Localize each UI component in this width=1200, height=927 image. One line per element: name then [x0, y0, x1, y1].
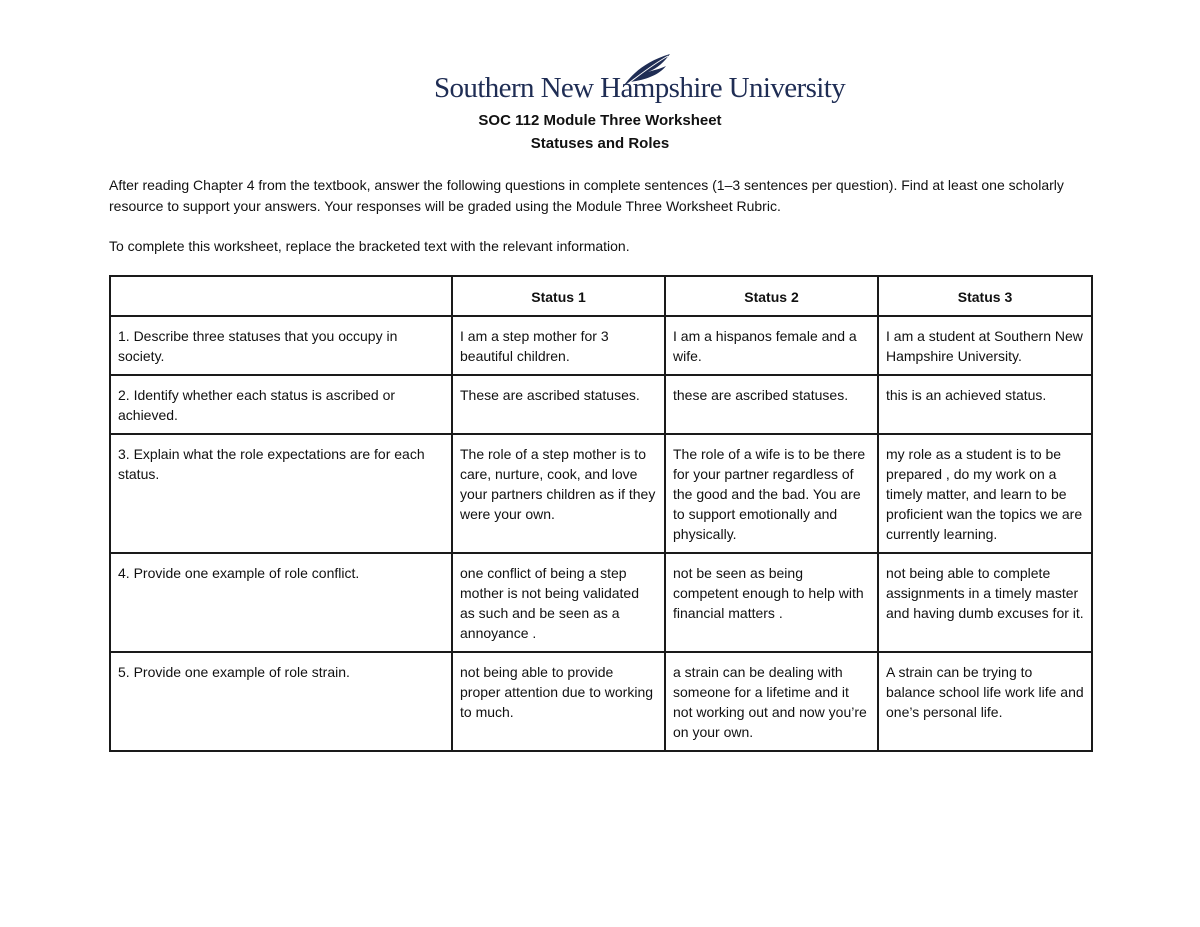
answer-cell[interactable]: these are ascribed statuses. — [665, 375, 878, 434]
answer-cell[interactable]: The role of a wife is to be there for your partner regardless of the good and the bad. You are to support emotionally and physically. — [665, 434, 878, 553]
answer-cell[interactable]: I am a step mother for 3 beautiful children. — [452, 316, 665, 375]
table-row — [110, 434, 1092, 553]
answer-cell[interactable]: one conflict of being a step mother is not being validated as such and be seen as a annoyance . — [452, 553, 665, 652]
page-subtitle: Statuses and Roles — [530, 135, 670, 152]
table-header-row — [110, 276, 1092, 316]
answer-cell[interactable]: this is an achieved status. — [878, 375, 1092, 434]
page-title: SOC 112 Module Three Worksheet — [478, 112, 722, 129]
answer-cell[interactable]: not be seen as being competent enough to help with financial matters . — [665, 553, 878, 652]
question-cell: 3. Explain what the role expectations are for each status. — [110, 434, 452, 553]
table-row — [110, 375, 1092, 434]
question-cell: 4. Provide one example of role conflict. — [110, 553, 452, 652]
instructions-note: To complete this worksheet, replace the bracketed text with the relevant information. — [109, 238, 630, 254]
statuses-roles-table — [109, 275, 1093, 752]
instructions-paragraph: After reading Chapter 4 from the textbook, answer the following questions in complete sentences (1–3 sentences per question). Find at least one scholarly resource to support your answers. Your responses will be graded using the Module Three Worksheet Rubric. — [109, 177, 1064, 214]
logo-wordmark: Southern New Hampshire University — [434, 72, 846, 104]
answer-cell[interactable]: The role of a step mother is to care, nurture, cook, and love your partners children as if they were your own. — [452, 434, 665, 553]
header-cell-empty — [110, 276, 452, 316]
question-cell: 1. Describe three statuses that you occupy in society. — [110, 316, 452, 375]
answer-cell[interactable]: A strain can be trying to balance school life work life and one’s personal life. — [878, 652, 1092, 751]
answer-cell[interactable]: my role as a student is to be prepared , do my work on a timely matter, and learn to be proficient wan the topics we are currently learning. — [878, 434, 1092, 553]
header-status-3: Status 3 — [878, 276, 1092, 316]
answer-cell[interactable]: a strain can be dealing with someone for a lifetime and it not working out and now you’re on your own. — [665, 652, 878, 751]
university-logo — [434, 52, 846, 108]
question-cell: 5. Provide one example of role strain. — [110, 652, 452, 751]
answer-cell[interactable]: not being able to provide proper attention due to working to much. — [452, 652, 665, 751]
table-row — [110, 316, 1092, 375]
header-status-1: Status 1 — [452, 276, 665, 316]
answer-cell[interactable]: These are ascribed statuses. — [452, 375, 665, 434]
answer-cell[interactable]: I am a hispanos female and a wife. — [665, 316, 878, 375]
table-row — [110, 652, 1092, 751]
header-status-2: Status 2 — [665, 276, 878, 316]
answer-cell[interactable]: not being able to complete assignments in a timely master and having dumb excuses for it. — [878, 553, 1092, 652]
answer-cell[interactable]: I am a student at Southern New Hampshire University. — [878, 316, 1092, 375]
question-cell: 2. Identify whether each status is ascribed or achieved. — [110, 375, 452, 434]
table-row — [110, 553, 1092, 652]
